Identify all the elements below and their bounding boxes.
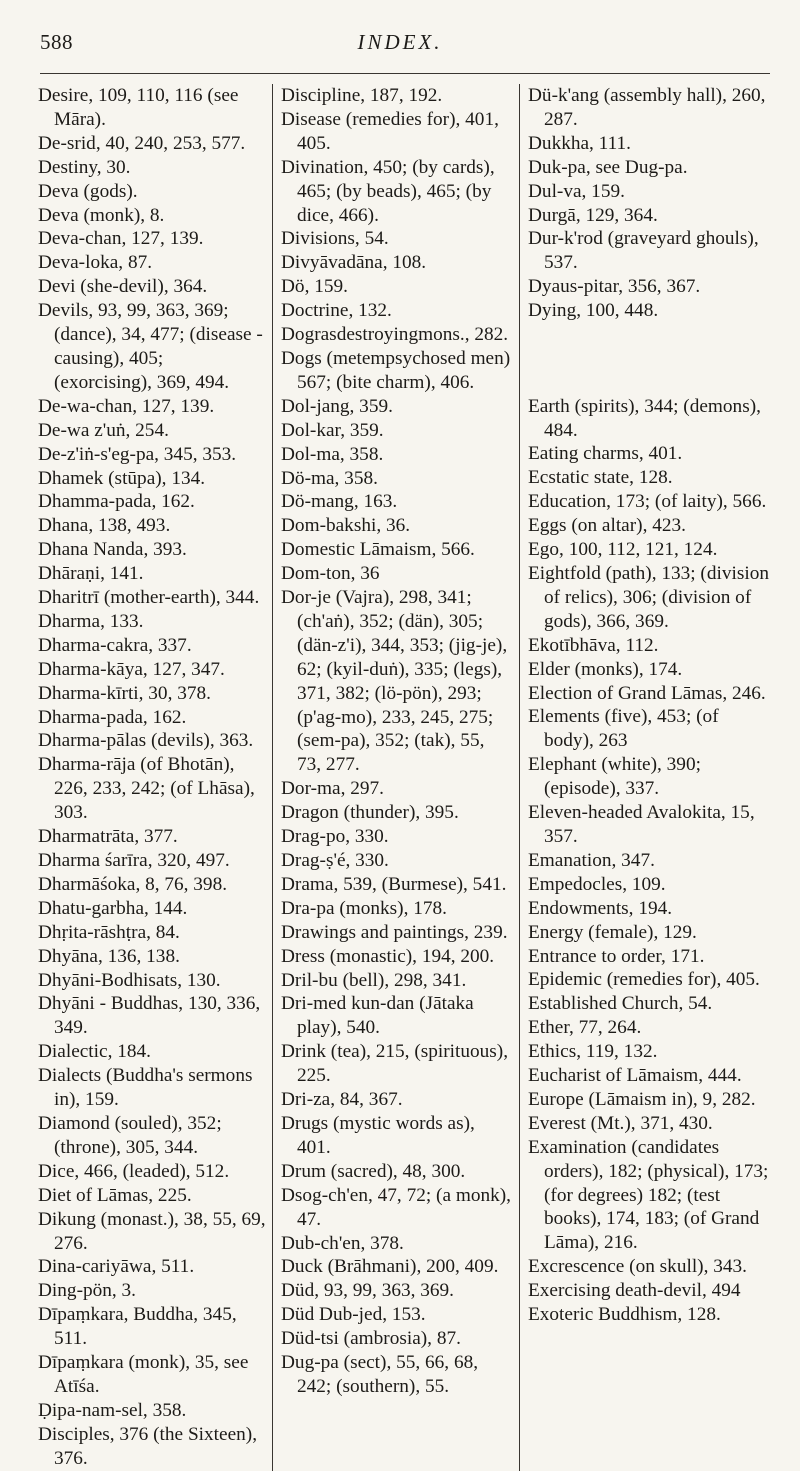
index-entry: Drawings and paintings, 239. bbox=[281, 921, 508, 943]
index-entry: Dīpaṃkara, Buddha, 345, 511. bbox=[38, 1304, 237, 1350]
index-entry: Elements (five), 453; (of body), 263 bbox=[528, 706, 719, 752]
index-entry: Education, 173; (of laity), 566. bbox=[528, 491, 767, 513]
page-header bbox=[0, 0, 800, 80]
index-entry: Desire, 109, 110, 116 (see Māra). bbox=[38, 85, 239, 130]
index-column-1 bbox=[38, 84, 272, 1471]
index-entry: Devils, 93, 99, 363, 369; (dance), 34, 477; (disease - causing), 405; (exorcising), 369, 494. bbox=[38, 300, 263, 393]
index-entry: Dice, 466, (leaded), 512. bbox=[38, 1160, 230, 1182]
index-entry: Düd-tsi (ambrosia), 87. bbox=[281, 1328, 461, 1350]
index-entry: Dra-pa (monks), 178. bbox=[281, 897, 447, 919]
index-entry: Dhatu-garbha, 144. bbox=[38, 897, 188, 919]
index-entry: Endowments, 194. bbox=[528, 897, 673, 919]
index-entry: Dom-ton, 36 bbox=[281, 563, 380, 585]
index-entry: De-srid, 40, 240, 253, 577. bbox=[38, 132, 246, 154]
running-title: INDEX. bbox=[357, 30, 443, 54]
index-entry: Dhyāni - Buddhas, 130, 336, 349. bbox=[38, 993, 261, 1039]
index-entry: Dö-mang, 163. bbox=[281, 491, 398, 513]
index-entry: Dö, 159. bbox=[281, 276, 348, 298]
index-entry: Ḍipa-nam-sel, 358. bbox=[38, 1399, 187, 1421]
index-entry: Disease (remedies for), 401, 405. bbox=[281, 108, 499, 154]
index-entry: Dub-ch'en, 378. bbox=[281, 1232, 404, 1254]
index-entry: Domestic Lāmaism, 566. bbox=[281, 539, 475, 561]
index-entry: De-z'iṅ-s'eg-pa, 345, 353. bbox=[38, 443, 237, 465]
index-entry: Established Church, 54. bbox=[528, 993, 713, 1015]
index-entry: Dharma śarīra, 320, 497. bbox=[38, 850, 230, 871]
index-entry: Dharmāśoka, 8, 76, 398. bbox=[38, 873, 228, 895]
index-entry: Doctrine, 132. bbox=[281, 300, 392, 322]
index-entry: Epidemic (remedies for), 405. bbox=[528, 969, 760, 991]
index-entry: Dhāraṇi, 141. bbox=[38, 563, 144, 585]
index-entry: Dom-bakshi, 36. bbox=[281, 515, 411, 537]
index-entry: Energy (female), 129. bbox=[528, 921, 697, 943]
index-columns bbox=[38, 84, 770, 1471]
index-entry: Dharma-kāya, 127, 347. bbox=[38, 658, 225, 680]
index-entry: Elephant (white), 390; (episode), 337. bbox=[528, 754, 701, 800]
index-entry: De-wa-chan, 127, 139. bbox=[38, 395, 215, 417]
index-entry: Ether, 77, 264. bbox=[528, 1017, 642, 1039]
index-entry: Dol-ma, 358. bbox=[281, 443, 384, 465]
index-entry: Dug-pa (sect), 55, 66, 68, 242; (southern), 55. bbox=[281, 1352, 479, 1397]
index-entry: Drama, 539, (Burmese), 541. bbox=[281, 873, 507, 895]
index-entry: Dīpaṃkara (monk), 35, see Atīśa. bbox=[38, 1352, 249, 1397]
index-entry: Europe (Lāmaism in), 9, 282. bbox=[528, 1088, 756, 1110]
index-entry: Diamond (souled), 352; (throne), 305, 344. bbox=[38, 1112, 222, 1158]
index-entry: Eleven-headed Avalokita, 15, 357. bbox=[528, 802, 755, 847]
index-entry: Discipline, 187, 192. bbox=[281, 85, 443, 106]
index-entry: Ethics, 119, 132. bbox=[528, 1041, 658, 1063]
index-entry: Exercising death-devil, 494 bbox=[528, 1280, 741, 1302]
section-gap bbox=[528, 342, 770, 375]
index-entry: Dialects (Buddha's sermons in), 159. bbox=[38, 1065, 253, 1111]
index-entry: Dharma, 133. bbox=[38, 610, 144, 632]
index-entry: Dö-ma, 358. bbox=[281, 467, 378, 489]
index-entry: Dol-kar, 359. bbox=[281, 419, 384, 441]
index-entry: Drag-ṣ'é, 330. bbox=[281, 850, 389, 871]
index-entry: Düd, 93, 99, 363, 369. bbox=[281, 1280, 454, 1302]
index-entry: Dogs (metempsychosed men) 567; (bite charm), 406. bbox=[281, 347, 511, 393]
index-entry: Dragon (thunder), 395. bbox=[281, 802, 459, 824]
index-column-3 bbox=[519, 84, 770, 1471]
index-entry: Dhana, 138, 493. bbox=[38, 515, 171, 537]
index-entry: Dharma-pada, 162. bbox=[38, 706, 187, 728]
index-entry: Dor-ma, 297. bbox=[281, 778, 384, 800]
index-entry: Excrescence (on skull), 343. bbox=[528, 1256, 747, 1278]
index-entry: Dri-med kun-dan (Jātaka play), 540. bbox=[281, 993, 474, 1039]
header-rule bbox=[40, 73, 770, 74]
index-entry: Dharitrī (mother-earth), 344. bbox=[38, 587, 260, 609]
index-entry: Dyaus-pitar, 356, 367. bbox=[528, 276, 701, 298]
index-entry: Exoteric Buddhism, 128. bbox=[528, 1304, 721, 1326]
index-entry: Divisions, 54. bbox=[281, 228, 389, 250]
index-column-2 bbox=[272, 84, 519, 1471]
index-entry: Dharma-rāja (of Bhotān), 226, 233, 242; (of Lhāsa), 303. bbox=[38, 754, 255, 824]
index-entry: Dharma-cakra, 337. bbox=[38, 634, 192, 656]
index-entry: Examination (candidates orders), 182; (physical), 173; (for degrees) 182; (test books), 174, 183; (of Grand Lāma), 216. bbox=[528, 1136, 769, 1254]
index-entry: Entrance to order, 171. bbox=[528, 945, 705, 967]
index-entry: Dress (monastic), 194, 200. bbox=[281, 945, 495, 967]
index-entry: Dri-za, 84, 367. bbox=[281, 1089, 403, 1111]
index-entry: Düd Dub-jed, 153. bbox=[281, 1304, 426, 1326]
index-entry: Ecstatic state, 128. bbox=[528, 467, 673, 489]
index-entry: Dina-cariyāwa, 511. bbox=[38, 1256, 195, 1278]
index-entry: Deva-chan, 127, 139. bbox=[38, 228, 204, 250]
index-entry: Dhyāna, 136, 138. bbox=[38, 945, 180, 967]
index-entry: Earth (spirits), 344; (demons), 484. bbox=[528, 395, 761, 441]
index-entry: Dograsdestroyingmons., 282. bbox=[281, 324, 509, 346]
index-entry: Eggs (on altar), 423. bbox=[528, 515, 686, 537]
index-entry: Election of Grand Lāmas, 246. bbox=[528, 682, 766, 704]
index-entry: Dikung (monast.), 38, 55, 69, 276. bbox=[38, 1208, 266, 1254]
index-entry: Ding-pön, 3. bbox=[38, 1280, 137, 1302]
index-entry: Empedocles, 109. bbox=[528, 873, 666, 895]
index-entry: Dharma-kīrti, 30, 378. bbox=[38, 682, 211, 704]
index-entry: Dhamek (stūpa), 134. bbox=[38, 467, 206, 489]
index-entry: Duck (Brāhmani), 200, 409. bbox=[281, 1256, 499, 1278]
index-entry: Dhamma-pada, 162. bbox=[38, 491, 195, 513]
index-entry: Dhṛita-rāshṭra, 84. bbox=[38, 921, 180, 943]
index-entry: Dhana Nanda, 393. bbox=[38, 539, 187, 561]
index-entry: Dharmatrāta, 377. bbox=[38, 826, 178, 848]
index-entry: Deva (gods). bbox=[38, 180, 138, 202]
index-entry: Dü-k'ang (assembly hall), 260, 287. bbox=[528, 85, 766, 130]
index-entry: Disciples, 376 (the Sixteen), 376. bbox=[38, 1423, 258, 1469]
index-entry: Dor-je (Vajra), 298, 341; (ch'aṅ), 352; (dän), 305; (dän-z'i), 344, 353; (jig-je), 62; (kyil-duṅ), 335; (legs), 371, 382; (lö-pön), 293; (p'ag-mo), 233, 245, 275; (sem-pa), 352; (tak), 55, 73, 277. bbox=[281, 587, 508, 776]
index-entry: Dsog-ch'en, 47, 72; (a monk), 47. bbox=[281, 1184, 511, 1230]
index-entry: Eating charms, 401. bbox=[528, 443, 683, 465]
index-entry: Divination, 450; (by cards), 465; (by beads), 465; (by dice, 466). bbox=[281, 156, 495, 226]
index-entry: Ego, 100, 112, 121, 124. bbox=[528, 539, 718, 561]
index-entry: Drugs (mystic words as), 401. bbox=[281, 1112, 475, 1158]
index-entry: Dukkha, 111. bbox=[528, 132, 631, 154]
index-entry: Dying, 100, 448. bbox=[528, 300, 659, 322]
index-entry: Divyāvadāna, 108. bbox=[281, 252, 427, 274]
index-entry: Drag-po, 330. bbox=[281, 826, 389, 848]
index-entry: Drink (tea), 215, (spirituous), 225. bbox=[281, 1041, 509, 1087]
index-entry: De-wa z'uṅ, 254. bbox=[38, 419, 169, 441]
index-entry: Dialectic, 184. bbox=[38, 1041, 151, 1063]
index-entry: Eucharist of Lāmaism, 444. bbox=[528, 1065, 742, 1087]
index-entry: Destiny, 30. bbox=[38, 156, 131, 178]
index-entry: Dharma-pālas (devils), 363. bbox=[38, 730, 254, 752]
index-entry: Deva (monk), 8. bbox=[38, 204, 165, 226]
index-entry: Drum (sacred), 48, 300. bbox=[281, 1160, 466, 1182]
index-entry: Dur-k'rod (graveyard ghouls), 537. bbox=[528, 228, 759, 274]
index-entry: Deva-loka, 87. bbox=[38, 252, 153, 274]
index-entry: Elder (monks), 174. bbox=[528, 658, 683, 680]
index-entry: Ekotībhāva, 112. bbox=[528, 634, 659, 656]
index-entry: Eightfold (path), 133; (division of relics), 306; (division of gods), 366, 369. bbox=[528, 563, 769, 632]
index-entry: Dul-va, 159. bbox=[528, 180, 625, 202]
index-entry: Dril-bu (bell), 298, 341. bbox=[281, 969, 467, 991]
index-entry: Dol-jang, 359. bbox=[281, 395, 393, 417]
index-entry: Devi (she-devil), 364. bbox=[38, 276, 208, 298]
index-entry: Duk-pa, see Dug-pa. bbox=[528, 156, 688, 178]
page-number: 588 bbox=[40, 30, 73, 54]
index-entry: Diet of Lāmas, 225. bbox=[38, 1184, 192, 1206]
index-entry: Emanation, 347. bbox=[528, 849, 655, 871]
index-entry: Everest (Mt.), 371, 430. bbox=[528, 1112, 713, 1134]
index-entry: Durgā, 129, 364. bbox=[528, 204, 658, 226]
index-entry: Dhyāni-Bodhisats, 130. bbox=[38, 969, 221, 991]
